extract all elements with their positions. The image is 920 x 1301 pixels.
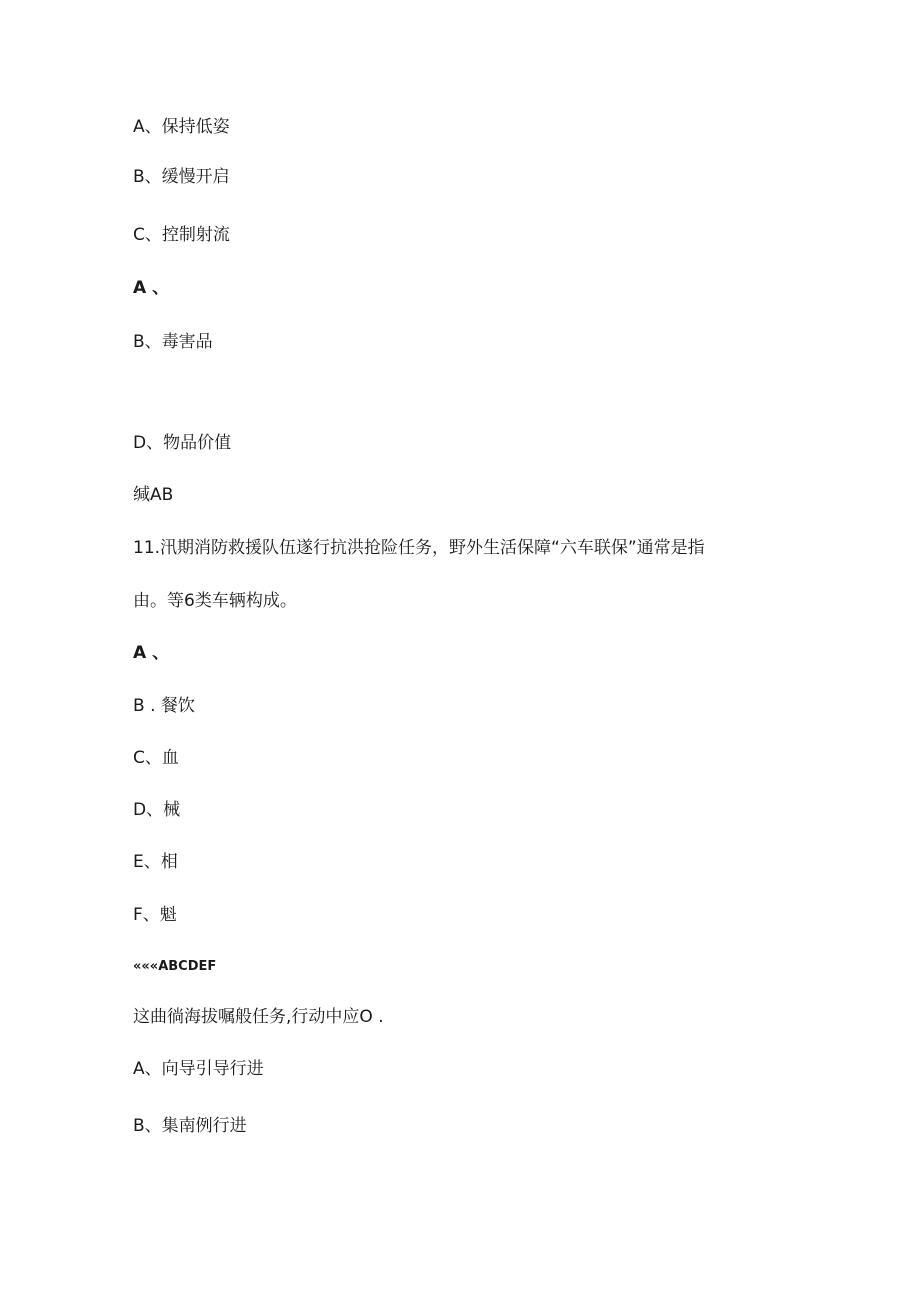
option-f-line: F、魁: [133, 905, 177, 925]
option-d-line: D、物品价值: [133, 433, 232, 453]
option-b-group-line: B、集南例行进: [133, 1116, 247, 1136]
option-a-line: A、保持低姿: [133, 117, 230, 137]
question-12-line: 这曲徜海拔嘱般任务,行动中应O .: [133, 1007, 384, 1027]
option-b-line-2: B、毒害品: [133, 332, 213, 352]
question-11-line-2: 由。等6类车辆构成。: [133, 591, 297, 611]
option-a-guide-line: A、向导引导行进: [133, 1059, 264, 1079]
answer-abcdef-line: «««ABCDEF: [133, 959, 217, 974]
answer-line: 缄AB: [133, 485, 174, 505]
option-e-line: E、相: [133, 852, 178, 872]
option-b-line: B、缓慢开启: [133, 167, 230, 187]
option-b-catering-line: B . 餐饮: [133, 696, 195, 716]
option-a-empty-line-2: A 、: [133, 643, 170, 663]
option-d-mech-line: D、械: [133, 800, 181, 820]
option-a-empty-line: A 、: [133, 278, 170, 298]
option-c-blood-line: C、血: [133, 748, 179, 768]
question-11-line-1: 11.汛期消防救援队伍遂行抗洪抢险任务，野外生活保障“六车联保”通常是指: [133, 538, 705, 558]
option-c-line: C、控制射流: [133, 225, 230, 245]
